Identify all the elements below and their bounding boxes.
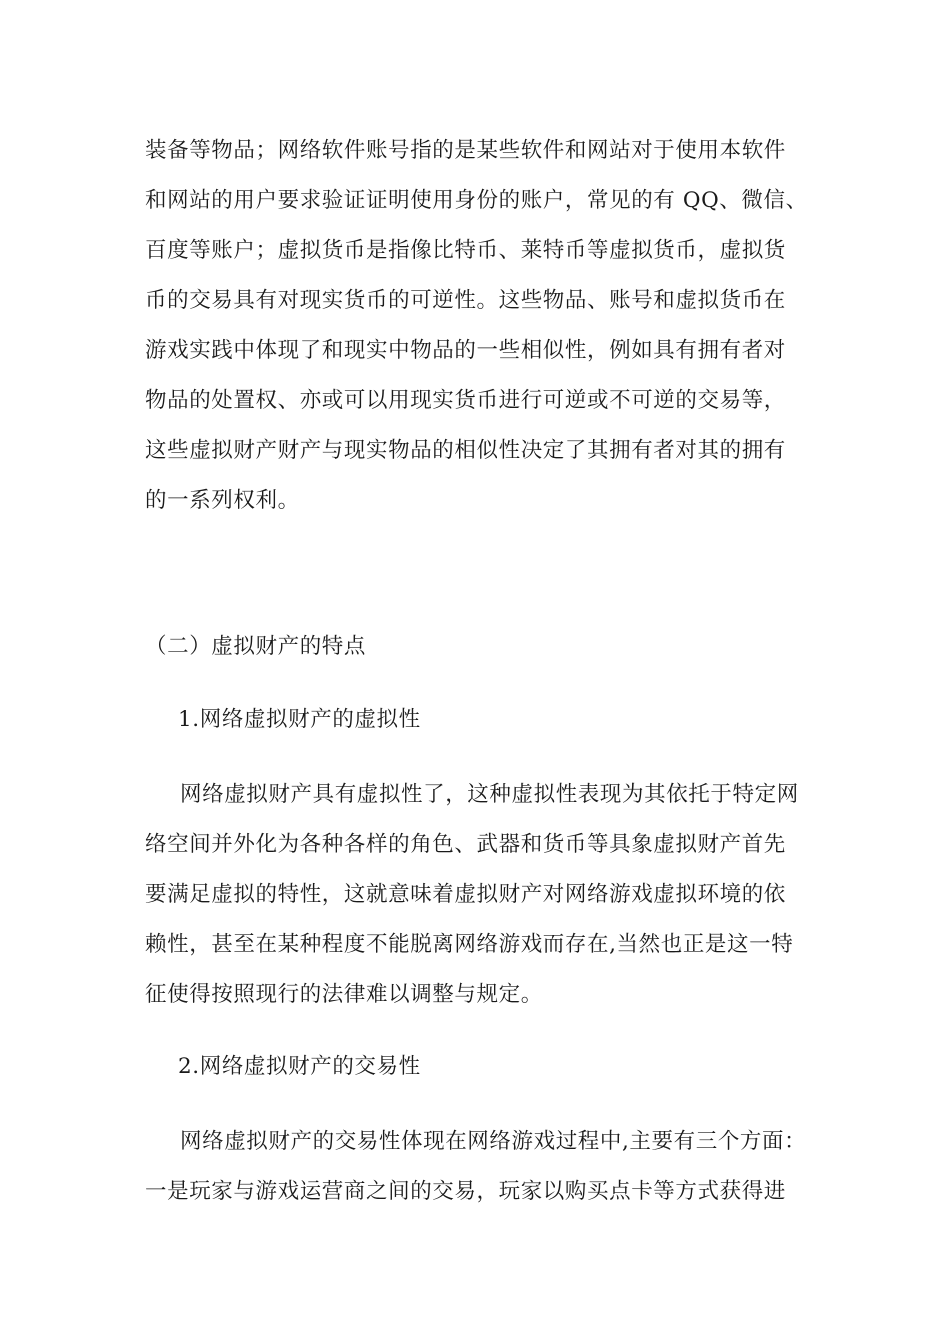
text-line: 这些虚拟财产财产与现实物品的相似性决定了其拥有者对其的拥有 xyxy=(145,438,786,463)
text-line: 赖性，甚至在某种程度不能脱离网络游戏而存在,当然也正是这一特 xyxy=(145,932,794,957)
text-line: 物品的处置权、亦或可以用现实货币进行可逆或不可逆的交易等， xyxy=(145,388,786,413)
text-line: 要满足虚拟的特性，这就意味着虚拟财产对网络游戏虚拟环境的依 xyxy=(145,882,786,907)
text-line: 一是玩家与游戏运营商之间的交易，玩家以购买点卡等方式获得进 xyxy=(145,1179,786,1204)
text-line: 百度等账户；虚拟货币是指像比特币、莱特币等虚拟货币，虚拟货 xyxy=(145,238,786,263)
text-line: 游戏实践中体现了和现实中物品的一些相似性，例如具有拥有者对 xyxy=(145,338,786,363)
text-line: 网络虚拟财产的交易性体现在网络游戏过程中,主要有三个方面： xyxy=(180,1129,807,1154)
text-line: 络空间并外化为各种各样的角色、武器和货币等具象虚拟财产首先 xyxy=(145,832,786,857)
text-line: 装备等物品；网络软件账号指的是某些软件和网站对于使用本软件 xyxy=(145,138,786,163)
text-line: 和网站的用户要求验证证明使用身份的账户，常见的有 QQ、微信、 xyxy=(145,188,808,213)
section-heading: （二）虚拟财产的特点 xyxy=(145,634,367,659)
paragraph-tradability xyxy=(145,1117,810,1217)
text-line: 币的交易具有对现实货币的可逆性。这些物品、账号和虚拟货币在 xyxy=(145,288,786,313)
paragraph-virtual-items xyxy=(145,126,810,526)
paragraph-virtuality xyxy=(145,770,810,1020)
text-line: 的一系列权利。 xyxy=(145,488,300,513)
text-line: 网络虚拟财产具有虚拟性了，这种虚拟性表现为其依托于特定网 xyxy=(180,782,799,807)
subheading-tradability: 2.网络虚拟财产的交易性 xyxy=(178,1054,421,1079)
text-line: 征使得按照现行的法律难以调整与规定。 xyxy=(145,982,543,1007)
subheading-virtuality: 1.网络虚拟财产的虚拟性 xyxy=(178,707,421,732)
